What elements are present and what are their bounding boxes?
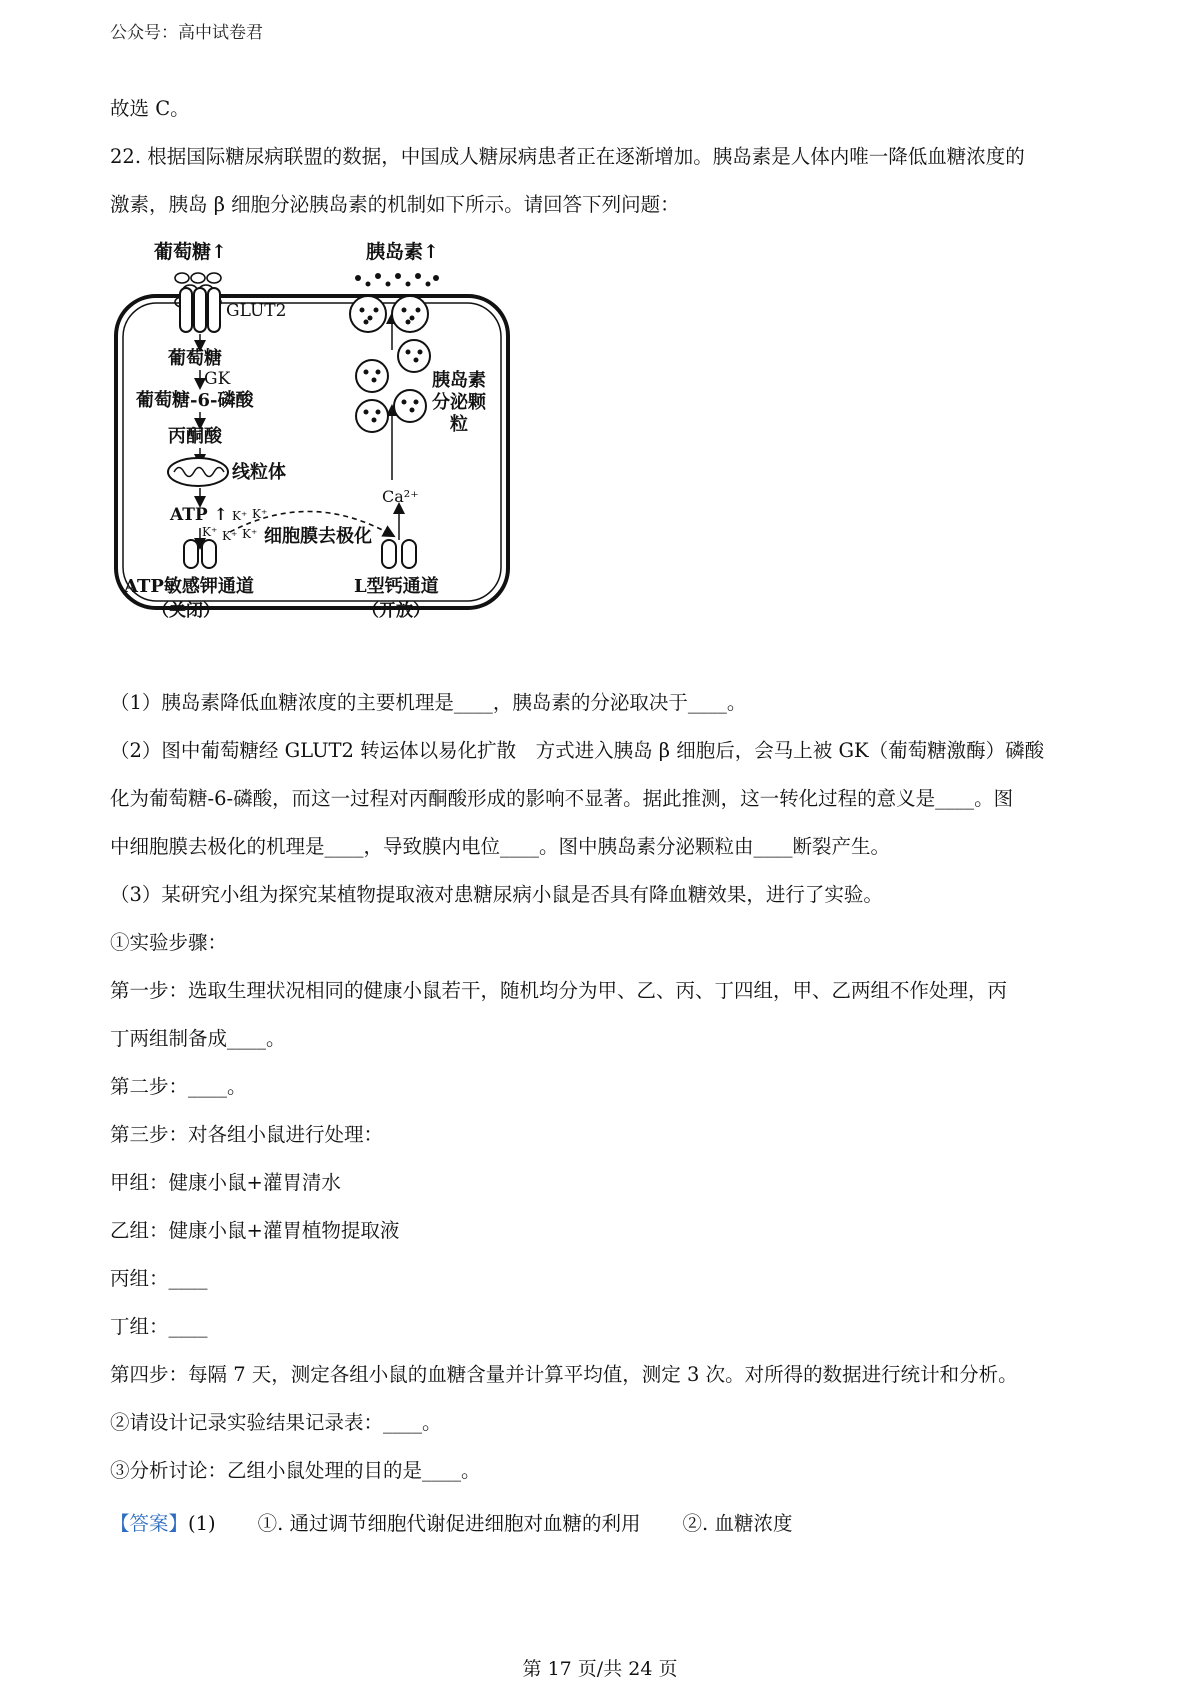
ca-label: Ca²⁺ (382, 487, 419, 506)
question-line: （2）图中葡萄糖经 GLUT2 转运体以易化扩散 方式进入胰岛 β 细胞后，会马上被 GK（葡萄糖激酶）磷酸 (110, 739, 1045, 762)
k-ion: K⁺ (252, 507, 268, 521)
released-insulin (355, 273, 439, 287)
question-text (110, 690, 1095, 1506)
answer-item-1: ①. 通过调节细胞代谢促进细胞对血糖的利用 (257, 1512, 641, 1535)
question-line: 甲组：健康小鼠+灌胃清水 (110, 1171, 341, 1194)
k-ion: K⁺ (202, 525, 218, 539)
question-line: 中细胞膜去极化的机理是____，导致膜内电位____。图中胰岛素分泌颗粒由____断裂产生。 (110, 835, 891, 858)
mitochondria-label: 线粒体 (232, 462, 286, 483)
cell-membrane (116, 296, 508, 608)
answer-label: 【答案】 (110, 1512, 189, 1535)
insulin-granules (350, 296, 430, 432)
question-line: ②请设计记录实验结果记录表：____。 (110, 1411, 442, 1434)
granule-label: 粒 (450, 414, 468, 435)
question-line: （1）胰岛素降低血糖浓度的主要机理是____，胰岛素的分泌取决于____。 (110, 691, 747, 714)
insulin-secretion-diagram (110, 240, 530, 680)
question-line: 乙组：健康小鼠+灌胃植物提取液 (110, 1219, 400, 1242)
glut2-label: GLUT2 (226, 301, 287, 321)
katp-channel (184, 540, 216, 568)
question-line: 丁组：____ (110, 1315, 208, 1338)
question-line: ③分析讨论：乙组小鼠处理的目的是____。 (110, 1459, 481, 1482)
glut2-transporter (180, 288, 220, 332)
k-ion: K⁺ (242, 527, 258, 541)
mitochondria-shape (168, 458, 228, 486)
intro-line: 故选 C。 (110, 97, 190, 120)
insulin-top-label: 胰岛素↑ (366, 241, 439, 263)
answer-part: (1) (188, 1512, 216, 1535)
k-ion: K⁺ (232, 509, 248, 523)
glucose-top-label: 葡萄糖↑ (154, 241, 227, 263)
question-line: 第四步：每隔 7 天，测定各组小鼠的血糖含量并计算平均值，测定 3 次。对所得的数据进行统计和分析。 (110, 1363, 1018, 1386)
answer-item-2: ②. 血糖浓度 (682, 1512, 793, 1535)
ca-channel-label: L型钙通道 (354, 576, 439, 597)
question-line: ①实验步骤： (110, 931, 228, 954)
depolarization-label: 细胞膜去极化 (264, 526, 372, 547)
intro-text (110, 96, 1095, 240)
intro-line: 激素，胰岛 β 细胞分泌胰岛素的机制如下所示。请回答下列问题： (110, 193, 680, 216)
question-line: 化为葡萄糖-6-磷酸，而这一过程对丙酮酸形成的影响不显著。据此推测，这一转化过程的意义是____。图 (110, 787, 1014, 810)
answer-line (110, 1508, 792, 1536)
ca-state-label: （开放） (362, 601, 430, 621)
granule-label: 分泌颗 (432, 392, 486, 413)
question-line: 第二步：____。 (110, 1075, 247, 1098)
k-ion: K⁺ (222, 529, 238, 543)
ca-channel (382, 540, 416, 568)
katp-state-label: （关闭） (152, 601, 220, 621)
question-line: 丁两组制备成____。 (110, 1027, 286, 1050)
katp-channel-label: ATP敏感钾通道 (124, 576, 254, 597)
atp-label: ATP ↑ (170, 505, 228, 525)
gk-label: GK (204, 369, 231, 389)
page-footer: 第 17 页/共 24 页 (522, 1658, 678, 1680)
question-line: 丙组：____ (110, 1267, 208, 1290)
g6p-label: 葡萄糖-6-磷酸 (136, 390, 254, 411)
question-line: （3）某研究小组为探究某植物提取液对患糖尿病小鼠是否具有降血糖效果，进行了实验。 (110, 883, 883, 906)
granule-label: 胰岛素 (432, 370, 486, 391)
pyruvate-label: 丙酮酸 (168, 426, 222, 447)
question-line: 第三步：对各组小鼠进行处理： (110, 1123, 384, 1146)
glucose-label: 葡萄糖 (168, 348, 222, 369)
page-header: 公众号：高中试卷君 (110, 23, 263, 43)
question-line: 第一步：选取生理状况相同的健康小鼠若干，随机均分为甲、乙、丙、丁四组，甲、乙两组不作处理，丙 (110, 979, 1008, 1002)
intro-line: 22. 根据国际糖尿病联盟的数据，中国成人糖尿病患者正在逐渐增加。胰岛素是人体内唯一降低血糖浓度的 (110, 145, 1025, 168)
